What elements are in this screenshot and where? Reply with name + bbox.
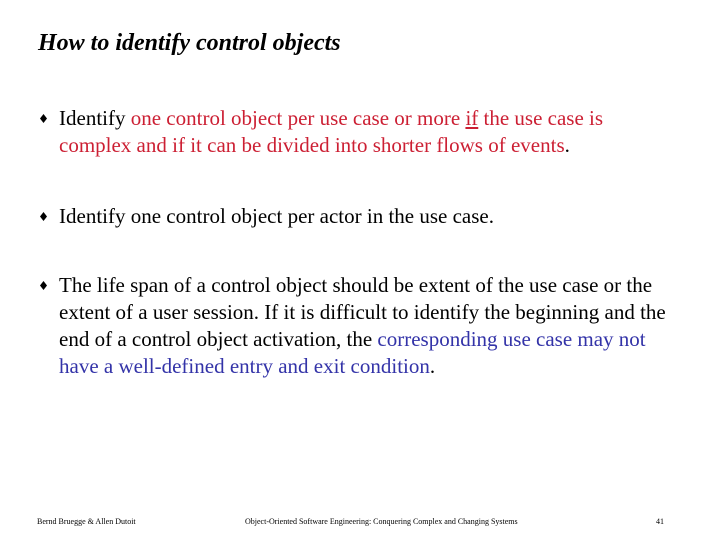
bullet-3-part-3: . <box>429 354 436 378</box>
diamond-bullet-icon <box>40 114 47 123</box>
footer-authors: Bernd Bruegge & Allen Dutoit <box>37 517 136 526</box>
bullet-1-part-1: Identify <box>59 106 131 130</box>
footer-page-number: 41 <box>656 517 664 526</box>
bullet-text-3 <box>59 272 669 380</box>
bullet-3-part-2: corresponding use case may not have a well-defined entry and exit condition <box>59 327 646 378</box>
bullet-1-part-5: . <box>564 133 570 157</box>
bullet-1-part-2: one control object per use case or more <box>130 106 466 130</box>
diamond-bullet-icon <box>40 212 47 221</box>
bullet-text-1 <box>59 105 669 159</box>
footer-book-title: Object-Oriented Software Engineering: Conquering Complex and Changing Systems <box>245 517 518 526</box>
bullet-text-2: Identify one control object per actor in the use case. <box>59 204 494 228</box>
slide-title: How to identify control objects <box>38 30 341 56</box>
bullet-3-part-1: The life span of a control object should be extent of the use case or the extent of a user session. If it is difficult to identify the beginning and the end of a control object activation, the <box>59 273 666 351</box>
bullet-1-part-3: if <box>465 106 479 130</box>
diamond-bullet-icon <box>40 281 47 290</box>
bullet-1-part-4: the use case is complex and if it can be divided into shorter flows of events <box>59 106 604 157</box>
